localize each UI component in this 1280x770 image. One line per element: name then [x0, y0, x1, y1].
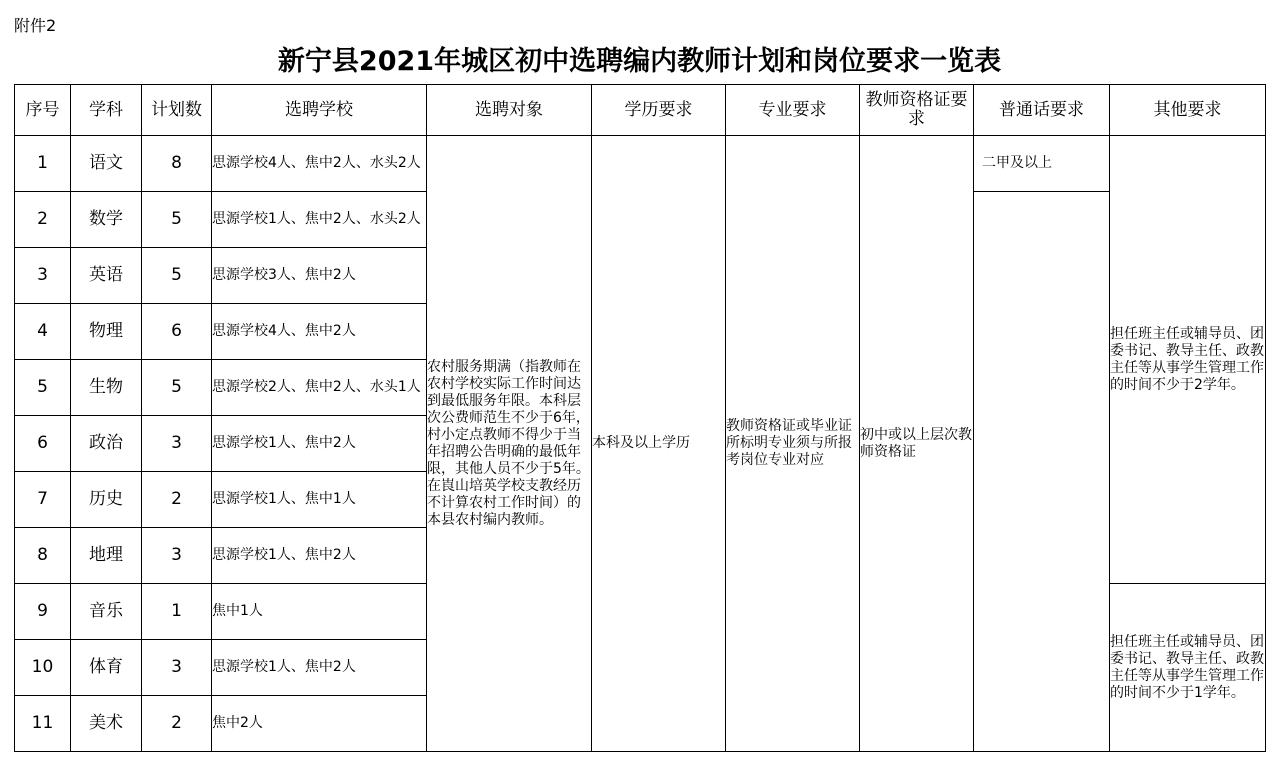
school-cell: 思源学校1人、焦中2人 [212, 416, 427, 472]
header-mandarin: 普通话要求 [974, 85, 1110, 136]
subject-cell: 物理 [71, 304, 142, 360]
seq-cell: 6 [15, 416, 71, 472]
subject-cell: 生物 [71, 360, 142, 416]
school-cell: 思源学校3人、焦中2人 [212, 248, 427, 304]
table-row [15, 136, 1266, 192]
plan-cell: 8 [142, 136, 212, 192]
school-cell: 焦中2人 [212, 696, 427, 752]
school-cell: 思源学校1人、焦中2人 [212, 528, 427, 584]
school-cell: 思源学校4人、焦中2人、水头2人 [212, 136, 427, 192]
school-cell: 思源学校1人、焦中2人、水头2人 [212, 192, 427, 248]
education-cell: 本科及以上学历 [592, 136, 726, 752]
school-cell: 焦中1人 [212, 584, 427, 640]
school-cell: 思源学校1人、焦中2人 [212, 640, 427, 696]
major-cell: 教师资格证或毕业证所标明专业须与所报考岗位专业对应 [726, 136, 860, 752]
seq-cell: 1 [15, 136, 71, 192]
seq-cell: 4 [15, 304, 71, 360]
plan-cell: 6 [142, 304, 212, 360]
plan-cell: 5 [142, 192, 212, 248]
seq-cell: 5 [15, 360, 71, 416]
seq-cell: 11 [15, 696, 71, 752]
school-cell: 思源学校2人、焦中2人、水头1人 [212, 360, 427, 416]
header-other: 其他要求 [1110, 85, 1266, 136]
header-cert: 教师资格证要求 [860, 85, 974, 136]
subject-cell: 音乐 [71, 584, 142, 640]
seq-cell: 7 [15, 472, 71, 528]
other-cell-a: 担任班主任或辅导员、团委书记、教导主任、政教主任等从事学生管理工作的时间不少于2学年。 [1110, 136, 1266, 584]
seq-cell: 8 [15, 528, 71, 584]
subject-cell: 语文 [71, 136, 142, 192]
header-school: 选聘学校 [212, 85, 427, 136]
header-education: 学历要求 [592, 85, 726, 136]
plan-cell: 2 [142, 696, 212, 752]
mandarin-blank-cell [974, 192, 1110, 752]
mandarin-cell: 二甲及以上 [974, 136, 1110, 192]
plan-cell: 5 [142, 248, 212, 304]
header-subject: 学科 [71, 85, 142, 136]
subject-cell: 英语 [71, 248, 142, 304]
subject-cell: 政治 [71, 416, 142, 472]
plan-cell: 2 [142, 472, 212, 528]
subject-cell: 体育 [71, 640, 142, 696]
target-cell: 农村服务期满（指教师在农村学校实际工作时间达到最低服务年限。本科层次公费师范生不少于6年，村小定点教师不得少于当年招聘公告明确的最低年限，其他人员不少于5年。在崀山培英学校支教经历不计算农村工作时间）的本县农村编内教师。 [427, 136, 592, 752]
plan-cell: 3 [142, 528, 212, 584]
subject-cell: 美术 [71, 696, 142, 752]
subject-cell: 历史 [71, 472, 142, 528]
plan-cell: 3 [142, 416, 212, 472]
requirements-table [14, 84, 1266, 752]
annex-label: 附件2 [14, 16, 57, 35]
page-title: 新宁县2021年城区初中选聘编内教师计划和岗位要求一览表 [277, 46, 1002, 77]
header-target: 选聘对象 [427, 85, 592, 136]
plan-cell: 3 [142, 640, 212, 696]
other-cell-b: 担任班主任或辅导员、团委书记、教导主任、政教主任等从事学生管理工作的时间不少于1学年。 [1110, 584, 1266, 752]
seq-cell: 10 [15, 640, 71, 696]
header-seq: 序号 [15, 85, 71, 136]
subject-cell: 地理 [71, 528, 142, 584]
seq-cell: 2 [15, 192, 71, 248]
header-major: 专业要求 [726, 85, 860, 136]
plan-cell: 5 [142, 360, 212, 416]
header-row [15, 85, 1266, 136]
cert-cell: 初中或以上层次教师资格证 [860, 136, 974, 752]
header-plan: 计划数 [142, 85, 212, 136]
subject-cell: 数学 [71, 192, 142, 248]
seq-cell: 3 [15, 248, 71, 304]
seq-cell: 9 [15, 584, 71, 640]
plan-cell: 1 [142, 584, 212, 640]
school-cell: 思源学校4人、焦中2人 [212, 304, 427, 360]
school-cell: 思源学校1人、焦中1人 [212, 472, 427, 528]
